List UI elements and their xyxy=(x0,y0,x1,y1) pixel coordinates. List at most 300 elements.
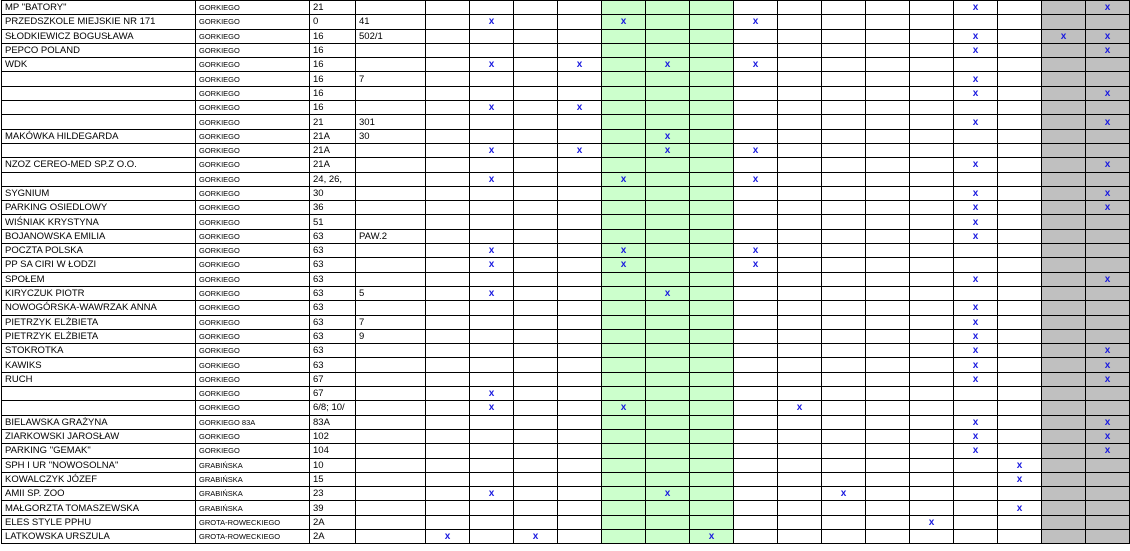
mark-cell xyxy=(514,344,558,358)
table-row xyxy=(2,143,1130,157)
name-cell: NZOZ CEREO-MED SP.Z O.O. xyxy=(2,158,196,172)
mark-cell xyxy=(690,229,734,243)
mark-cell xyxy=(998,244,1042,258)
mark-cell xyxy=(910,58,954,72)
mark-cell xyxy=(602,1,646,15)
name-cell: SPH I UR "NOWOSOLNA" xyxy=(2,458,196,472)
flat-cell: PAW.2 xyxy=(356,229,426,243)
mark-cell xyxy=(1086,101,1130,115)
mark-cell xyxy=(1042,186,1086,200)
mark-cell xyxy=(866,429,910,443)
mark-cell xyxy=(998,258,1042,272)
name-cell: BOJANOWSKA EMILIA xyxy=(2,229,196,243)
mark-cell xyxy=(910,258,954,272)
mark-cell xyxy=(866,215,910,229)
table-row xyxy=(2,244,1130,258)
mark-cell xyxy=(734,158,778,172)
number-cell: 15 xyxy=(310,472,356,486)
mark-cell xyxy=(822,43,866,57)
mark-cell xyxy=(646,115,690,129)
mark-cell xyxy=(778,501,822,515)
mark-cell xyxy=(690,458,734,472)
mark-cell: x xyxy=(954,429,998,443)
mark-cell xyxy=(514,129,558,143)
mark-cell xyxy=(1042,158,1086,172)
mark-cell xyxy=(998,101,1042,115)
mark-cell xyxy=(866,301,910,315)
name-cell: KAWIKS xyxy=(2,358,196,372)
mark-cell xyxy=(1042,1,1086,15)
mark-cell xyxy=(998,401,1042,415)
mark-cell xyxy=(470,515,514,529)
name-cell: AMII SP. ZOO xyxy=(2,487,196,501)
number-cell: 2A xyxy=(310,529,356,543)
mark-cell xyxy=(1042,286,1086,300)
name-cell: MP "BATORY" xyxy=(2,1,196,15)
mark-cell xyxy=(866,501,910,515)
mark-cell: x xyxy=(734,244,778,258)
mark-cell: x xyxy=(998,501,1042,515)
mark-cell xyxy=(1042,529,1086,543)
mark-cell xyxy=(866,387,910,401)
mark-cell xyxy=(998,487,1042,501)
table-row xyxy=(2,1,1130,15)
mark-cell xyxy=(1086,315,1130,329)
mark-cell xyxy=(426,472,470,486)
number-cell: 83A xyxy=(310,415,356,429)
mark-cell xyxy=(734,401,778,415)
mark-cell xyxy=(1042,72,1086,86)
mark-cell xyxy=(734,272,778,286)
mark-cell xyxy=(734,215,778,229)
mark-cell xyxy=(514,286,558,300)
mark-cell: x xyxy=(470,58,514,72)
mark-cell xyxy=(998,115,1042,129)
mark-cell xyxy=(690,358,734,372)
mark-cell xyxy=(514,244,558,258)
mark-cell xyxy=(910,101,954,115)
mark-cell xyxy=(558,387,602,401)
mark-cell: x xyxy=(910,515,954,529)
mark-cell xyxy=(426,86,470,100)
street-cell: GORKIEGO xyxy=(196,344,310,358)
mark-cell xyxy=(426,372,470,386)
number-cell: 21A xyxy=(310,143,356,157)
mark-cell xyxy=(910,429,954,443)
mark-cell xyxy=(910,387,954,401)
mark-cell xyxy=(558,401,602,415)
name-cell: PEPCO POLAND xyxy=(2,43,196,57)
mark-cell xyxy=(910,115,954,129)
mark-cell xyxy=(866,158,910,172)
mark-cell xyxy=(426,272,470,286)
name-cell: PIETRZYK ELŻBIETA xyxy=(2,329,196,343)
mark-cell xyxy=(734,472,778,486)
mark-cell xyxy=(822,344,866,358)
flat-cell xyxy=(356,344,426,358)
street-cell: GORKIEGO xyxy=(196,429,310,443)
mark-cell xyxy=(558,258,602,272)
mark-cell xyxy=(690,329,734,343)
mark-cell xyxy=(690,301,734,315)
mark-cell: x xyxy=(602,244,646,258)
mark-cell xyxy=(646,429,690,443)
mark-cell xyxy=(910,501,954,515)
number-cell: 30 xyxy=(310,186,356,200)
mark-cell: x xyxy=(954,358,998,372)
mark-cell: x xyxy=(646,487,690,501)
mark-cell xyxy=(426,315,470,329)
mark-cell xyxy=(1042,515,1086,529)
mark-cell xyxy=(426,444,470,458)
mark-cell: x xyxy=(1086,43,1130,57)
mark-cell xyxy=(690,172,734,186)
mark-cell xyxy=(778,72,822,86)
mark-cell: x xyxy=(558,101,602,115)
mark-cell xyxy=(954,58,998,72)
mark-cell xyxy=(514,458,558,472)
mark-cell xyxy=(866,229,910,243)
mark-cell xyxy=(1042,115,1086,129)
mark-cell xyxy=(998,201,1042,215)
mark-cell xyxy=(866,472,910,486)
mark-cell: x xyxy=(1086,186,1130,200)
mark-cell: x xyxy=(646,58,690,72)
table-row xyxy=(2,301,1130,315)
name-cell: MAŁGORZTA TOMASZEWSKA xyxy=(2,501,196,515)
mark-cell xyxy=(690,315,734,329)
mark-cell xyxy=(690,58,734,72)
mark-cell xyxy=(822,201,866,215)
flat-cell xyxy=(356,387,426,401)
mark-cell xyxy=(998,315,1042,329)
mark-cell xyxy=(778,186,822,200)
mark-cell xyxy=(954,244,998,258)
number-cell: 16 xyxy=(310,29,356,43)
mark-cell xyxy=(690,43,734,57)
mark-cell xyxy=(646,501,690,515)
street-cell: GORKIEGO xyxy=(196,29,310,43)
mark-cell xyxy=(866,29,910,43)
table-row xyxy=(2,186,1130,200)
mark-cell xyxy=(558,487,602,501)
mark-cell xyxy=(1042,344,1086,358)
mark-cell xyxy=(690,101,734,115)
mark-cell xyxy=(690,472,734,486)
mark-cell: x xyxy=(954,72,998,86)
street-cell: GORKIEGO xyxy=(196,86,310,100)
mark-cell xyxy=(470,472,514,486)
mark-cell xyxy=(1042,101,1086,115)
table-row xyxy=(2,515,1130,529)
table-row xyxy=(2,15,1130,29)
mark-cell xyxy=(514,372,558,386)
mark-cell xyxy=(866,43,910,57)
mark-cell xyxy=(558,515,602,529)
mark-cell xyxy=(1086,529,1130,543)
mark-cell xyxy=(1086,58,1130,72)
mark-cell: x xyxy=(1086,86,1130,100)
mark-cell xyxy=(470,229,514,243)
name-cell: STOKROTKA xyxy=(2,344,196,358)
mark-cell xyxy=(1042,487,1086,501)
mark-cell xyxy=(690,415,734,429)
mark-cell xyxy=(426,143,470,157)
mark-cell xyxy=(866,315,910,329)
mark-cell xyxy=(426,286,470,300)
mark-cell xyxy=(822,1,866,15)
mark-cell: x xyxy=(1042,29,1086,43)
street-cell: GORKIEGO xyxy=(196,244,310,258)
mark-cell xyxy=(602,129,646,143)
mark-cell xyxy=(778,172,822,186)
mark-cell xyxy=(1042,372,1086,386)
mark-cell xyxy=(734,458,778,472)
flat-cell xyxy=(356,58,426,72)
mark-cell xyxy=(514,272,558,286)
mark-cell xyxy=(778,372,822,386)
mark-cell xyxy=(558,429,602,443)
mark-cell xyxy=(470,272,514,286)
flat-cell xyxy=(356,158,426,172)
flat-cell: 7 xyxy=(356,72,426,86)
mark-cell xyxy=(1042,201,1086,215)
number-cell: 104 xyxy=(310,444,356,458)
name-cell: SŁODKIEWICZ BOGUSŁAWA xyxy=(2,29,196,43)
data-table xyxy=(1,0,1130,544)
mark-cell xyxy=(646,301,690,315)
mark-cell xyxy=(910,472,954,486)
mark-cell xyxy=(822,143,866,157)
mark-cell xyxy=(646,315,690,329)
street-cell: GORKIEGO xyxy=(196,58,310,72)
mark-cell xyxy=(822,501,866,515)
number-cell: 39 xyxy=(310,501,356,515)
mark-cell xyxy=(954,172,998,186)
mark-cell xyxy=(602,101,646,115)
mark-cell xyxy=(1086,329,1130,343)
mark-cell xyxy=(778,415,822,429)
mark-cell xyxy=(646,172,690,186)
flat-cell xyxy=(356,186,426,200)
mark-cell xyxy=(558,43,602,57)
name-cell: LATKOWSKA URSZULA xyxy=(2,529,196,543)
mark-cell xyxy=(646,229,690,243)
table-row xyxy=(2,329,1130,343)
table-row xyxy=(2,201,1130,215)
mark-cell xyxy=(954,101,998,115)
mark-cell xyxy=(998,43,1042,57)
number-cell: 63 xyxy=(310,344,356,358)
mark-cell xyxy=(1086,387,1130,401)
mark-cell xyxy=(954,258,998,272)
mark-cell xyxy=(426,215,470,229)
street-cell: GORKIEGO xyxy=(196,286,310,300)
mark-cell xyxy=(690,143,734,157)
mark-cell xyxy=(822,258,866,272)
flat-cell xyxy=(356,401,426,415)
mark-cell xyxy=(470,329,514,343)
name-cell xyxy=(2,115,196,129)
mark-cell xyxy=(558,529,602,543)
mark-cell xyxy=(998,186,1042,200)
mark-cell xyxy=(426,43,470,57)
mark-cell xyxy=(514,158,558,172)
mark-cell xyxy=(998,301,1042,315)
mark-cell xyxy=(998,129,1042,143)
mark-cell xyxy=(778,458,822,472)
mark-cell xyxy=(866,515,910,529)
flat-cell xyxy=(356,415,426,429)
mark-cell xyxy=(910,72,954,86)
mark-cell xyxy=(910,186,954,200)
mark-cell xyxy=(1086,301,1130,315)
mark-cell xyxy=(558,301,602,315)
mark-cell xyxy=(778,315,822,329)
mark-cell xyxy=(602,515,646,529)
table-row xyxy=(2,86,1130,100)
mark-cell xyxy=(778,244,822,258)
mark-cell xyxy=(602,487,646,501)
mark-cell xyxy=(470,301,514,315)
mark-cell xyxy=(646,72,690,86)
mark-cell xyxy=(910,372,954,386)
mark-cell xyxy=(1086,143,1130,157)
mark-cell xyxy=(426,101,470,115)
mark-cell xyxy=(822,244,866,258)
mark-cell xyxy=(690,29,734,43)
mark-cell xyxy=(426,415,470,429)
mark-cell xyxy=(514,301,558,315)
table-body xyxy=(2,1,1130,544)
name-cell: RUCH xyxy=(2,372,196,386)
mark-cell xyxy=(866,1,910,15)
mark-cell: x xyxy=(778,401,822,415)
mark-cell xyxy=(998,515,1042,529)
mark-cell xyxy=(1086,172,1130,186)
mark-cell xyxy=(822,101,866,115)
mark-cell: x xyxy=(558,58,602,72)
mark-cell xyxy=(646,201,690,215)
mark-cell xyxy=(822,15,866,29)
mark-cell xyxy=(646,401,690,415)
mark-cell xyxy=(1042,172,1086,186)
mark-cell xyxy=(514,501,558,515)
mark-cell xyxy=(558,272,602,286)
mark-cell xyxy=(426,258,470,272)
mark-cell xyxy=(426,58,470,72)
mark-cell xyxy=(558,158,602,172)
street-cell: GROTA-ROWECKIEGO xyxy=(196,529,310,543)
mark-cell xyxy=(822,401,866,415)
mark-cell xyxy=(734,286,778,300)
mark-cell xyxy=(998,229,1042,243)
mark-cell xyxy=(954,15,998,29)
mark-cell xyxy=(910,415,954,429)
mark-cell xyxy=(558,472,602,486)
flat-cell xyxy=(356,301,426,315)
mark-cell xyxy=(426,229,470,243)
mark-cell xyxy=(646,101,690,115)
table-row xyxy=(2,215,1130,229)
number-cell: 102 xyxy=(310,429,356,443)
mark-cell: x xyxy=(734,172,778,186)
mark-cell: x xyxy=(558,143,602,157)
mark-cell xyxy=(734,29,778,43)
mark-cell xyxy=(822,515,866,529)
table-row xyxy=(2,429,1130,443)
mark-cell xyxy=(1086,258,1130,272)
mark-cell xyxy=(954,487,998,501)
mark-cell xyxy=(426,501,470,515)
mark-cell xyxy=(866,372,910,386)
street-cell: GORKIEGO xyxy=(196,15,310,29)
mark-cell xyxy=(514,58,558,72)
mark-cell xyxy=(470,43,514,57)
name-cell: PRZEDSZKOLE MIEJSKIE NR 171 xyxy=(2,15,196,29)
mark-cell xyxy=(514,29,558,43)
street-cell: GORKIEGO xyxy=(196,43,310,57)
mark-cell: x xyxy=(954,372,998,386)
mark-cell xyxy=(602,201,646,215)
mark-cell: x xyxy=(954,215,998,229)
mark-cell: x xyxy=(602,15,646,29)
table-row xyxy=(2,272,1130,286)
mark-cell xyxy=(866,244,910,258)
mark-cell xyxy=(1042,429,1086,443)
mark-cell xyxy=(822,86,866,100)
mark-cell: x xyxy=(734,58,778,72)
mark-cell xyxy=(690,344,734,358)
mark-cell xyxy=(998,272,1042,286)
table-row xyxy=(2,286,1130,300)
mark-cell xyxy=(646,415,690,429)
street-cell: GRABIŃSKA xyxy=(196,458,310,472)
flat-cell xyxy=(356,215,426,229)
mark-cell xyxy=(910,172,954,186)
name-cell: MAKÓWKA HILDEGARDA xyxy=(2,129,196,143)
mark-cell xyxy=(822,387,866,401)
number-cell: 63 xyxy=(310,315,356,329)
mark-cell xyxy=(822,229,866,243)
mark-cell xyxy=(954,286,998,300)
mark-cell: x xyxy=(1086,415,1130,429)
number-cell: 63 xyxy=(310,286,356,300)
mark-cell xyxy=(426,172,470,186)
mark-cell xyxy=(778,515,822,529)
name-cell: ZIARKOWSKI JAROSŁAW xyxy=(2,429,196,443)
mark-cell: x xyxy=(1086,429,1130,443)
mark-cell xyxy=(470,72,514,86)
mark-cell xyxy=(1042,444,1086,458)
mark-cell xyxy=(646,29,690,43)
mark-cell xyxy=(602,58,646,72)
mark-cell xyxy=(426,487,470,501)
mark-cell xyxy=(1042,401,1086,415)
mark-cell xyxy=(910,458,954,472)
mark-cell xyxy=(998,143,1042,157)
street-cell: GORKIEGO xyxy=(196,1,310,15)
street-cell: GORKIEGO xyxy=(196,172,310,186)
mark-cell xyxy=(514,472,558,486)
mark-cell xyxy=(470,344,514,358)
mark-cell xyxy=(426,401,470,415)
mark-cell: x xyxy=(646,143,690,157)
mark-cell xyxy=(558,444,602,458)
mark-cell xyxy=(778,529,822,543)
mark-cell xyxy=(470,115,514,129)
mark-cell xyxy=(602,529,646,543)
